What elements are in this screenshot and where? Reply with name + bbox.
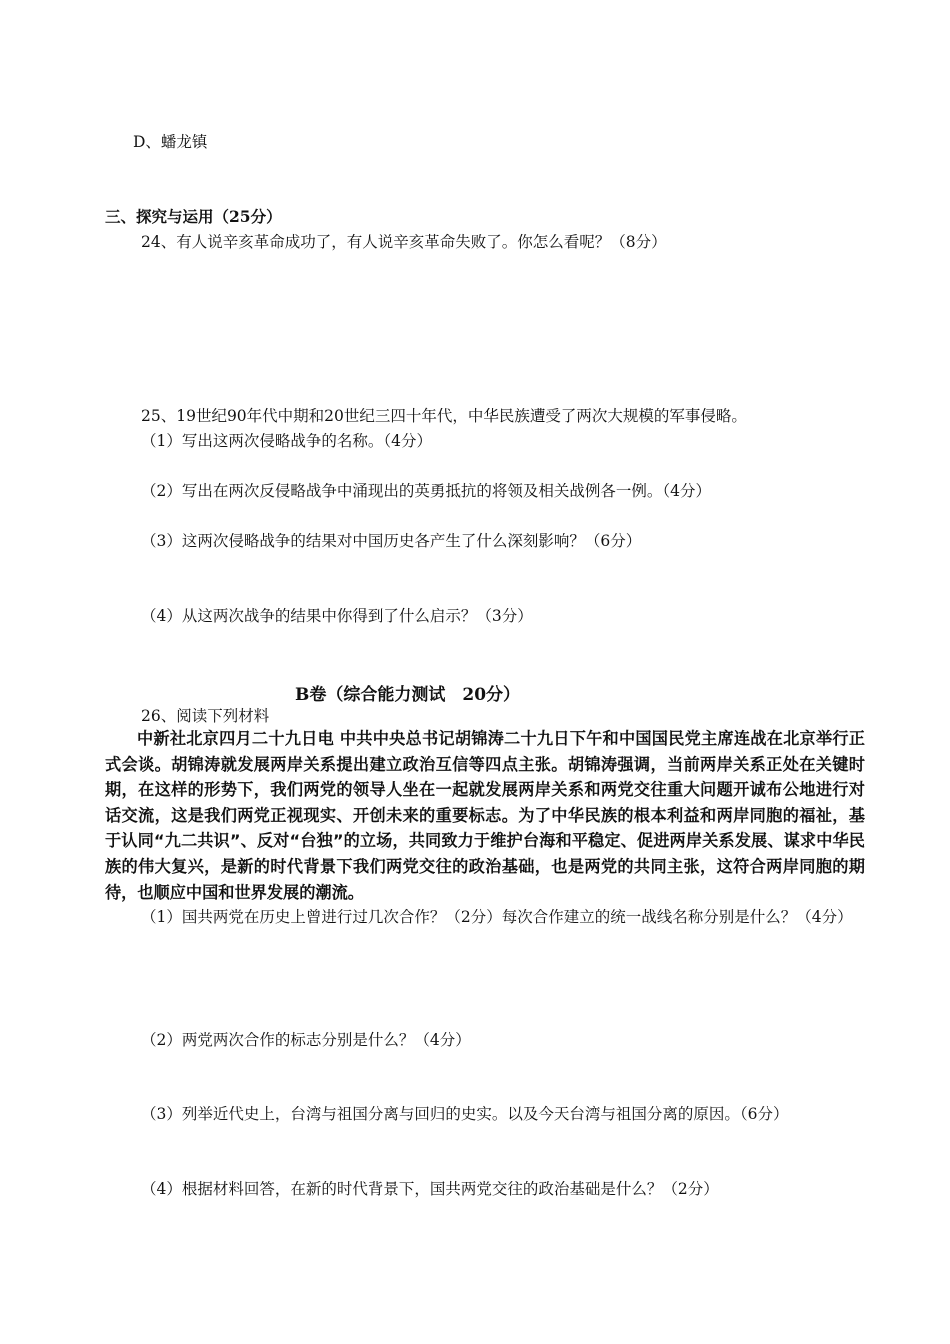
question-25-part-1: （1）写出这两次侵略战争的名称。（4分）: [141, 432, 432, 450]
section-b-title: B卷（综合能力测试 20分）: [295, 685, 521, 705]
question-26-material: 中新社北京四月二十九日电 中共中央总书记胡锦涛二十九日下午和中国国民党主席连战在北京举行正式会谈。胡锦涛就发展两岸关系提出建立政治互信等四点主张。胡锦涛强调，当前两岸关系正处在关键时期，在这样的形势下，我们两党的领导人坐在一起就发展两岸关系和两党交往重大问题开诚布公地进行对话交流，这是我们两党正视现实、开创未来的重要标志。为了中华民族的根本利益和两岸同胞的福祉，基于认同“九二共识”、反对“台独”的立场，共同致力于维护台海和平稳定、促进两岸关系发展、谋求中华民族的伟大复兴，是新的时代背景下我们两党交往的政治基础，也是两党的共同主张，这符合两岸同胞的期待，也顺应中国和世界发展的潮流。: [105, 729, 865, 902]
question-24: 24、有人说辛亥革命成功了，有人说辛亥革命失败了。你怎么看呢？（8分）: [141, 233, 667, 251]
question-25-part-2: （2）写出在两次反侵略战争中涌现出的英勇抵抗的将领及相关战例各一例。（4分）: [141, 482, 711, 500]
option-d: D、蟠龙镇: [133, 133, 208, 151]
question-25-part-3: （3）这两次侵略战争的结果对中国历史各产生了什么深刻影响？（6分）: [141, 532, 642, 550]
section-3-heading: 三、探究与运用（25分）: [105, 207, 282, 226]
question-26-part-2: （2）两党两次合作的标志分别是什么？（4分）: [141, 1031, 471, 1049]
question-26-part-1: （1）国共两党在历史上曾进行过几次合作？（2分）每次合作建立的统一战线名称分别是什么？（4分）: [141, 908, 853, 926]
question-26-part-3: （3）列举近代史上，台湾与祖国分离与回归的史实。以及今天台湾与祖国分离的原因。（6分）: [141, 1105, 789, 1123]
question-26-part-4: （4）根据材料回答，在新的时代背景下，国共两党交往的政治基础是什么？（2分）: [141, 1180, 719, 1198]
question-26-stem: 26、阅读下列材料: [141, 707, 270, 725]
question-25-stem: 25、19世纪90年代中期和20世纪三四十年代，中华民族遭受了两次大规模的军事侵略。: [141, 407, 747, 425]
question-25-part-4: （4）从这两次战争的结果中你得到了什么启示？（3分）: [141, 607, 533, 625]
